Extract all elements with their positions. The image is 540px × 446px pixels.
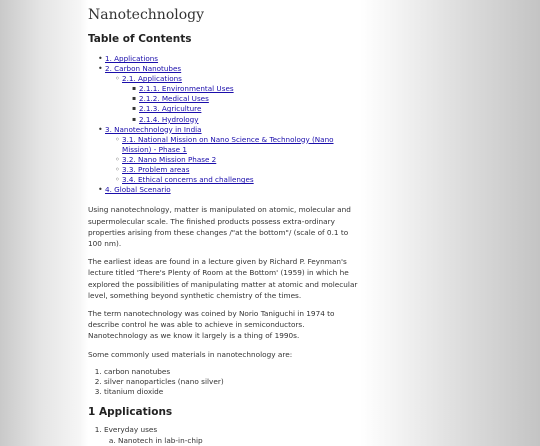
list-item: a. Nanotech in lab-in-chip <box>118 436 360 446</box>
toc-link-nanotech-india[interactable]: 3. Nanotechnology in India <box>105 124 202 134</box>
toc-link-nano-mission-phase-1[interactable]: 3.1. National Mission on Nano Science & Technology (Nano Mission) - Phase 1 <box>122 134 334 154</box>
article <box>88 0 360 446</box>
uses-item-label: Everyday uses <box>104 425 158 435</box>
toc-item <box>98 185 360 195</box>
toc-heading: Table of Contents <box>88 33 192 45</box>
materials-intro: Some commonly used materials in nanotechnology are: <box>88 349 293 359</box>
section-heading-applications: 1 Applications <box>88 406 173 419</box>
uses-list <box>88 425 360 445</box>
toc-item <box>115 155 360 165</box>
toc-item <box>98 54 360 64</box>
toc-item <box>115 74 360 124</box>
toc-item <box>132 115 360 125</box>
toc-link-cnt-applications[interactable]: 2.1. Applications <box>122 74 182 84</box>
toc-item <box>115 135 360 155</box>
toc-item <box>132 84 360 94</box>
materials-list <box>88 367 360 398</box>
toc-link-global-scenario[interactable]: 4. Global Scenario <box>105 185 171 195</box>
toc-link-environmental-uses[interactable]: 2.1.1. Environmental Uses <box>139 84 234 94</box>
toc-link-nano-mission-phase-2[interactable]: 3.2. Nano Mission Phase 2 <box>122 154 217 164</box>
toc-link-problem-areas[interactable]: 3.3. Problem areas <box>122 165 190 175</box>
toc-item <box>98 125 360 186</box>
list-item: 2. silver nanoparticles (nano silver) <box>104 377 360 387</box>
toc-link-applications[interactable]: 1. Applications <box>105 54 159 63</box>
toc-link-medical-uses[interactable]: 2.1.2. Medical Uses <box>139 94 209 104</box>
intro-paragraph: Using nanotechnology, matter is manipulated on atomic, molecular and supermolecular scale. The finished products possess extra-ordinary properties arising from these changes /"at the bottom"/ (scale of 0.1 to 100 nm). <box>88 205 351 248</box>
toc-item <box>132 94 360 104</box>
toc-item <box>115 165 360 175</box>
toc-item <box>132 104 360 114</box>
toc-link-ethical-concerns[interactable]: 3.4. Ethical concerns and challenges <box>122 175 254 185</box>
list-item: 3. titanium dioxide <box>104 387 360 397</box>
list-item <box>104 425 360 445</box>
feynman-paragraph: The earliest ideas are found in a lecture given by Richard P. Feynman's lecture titled 'There's Plenty of Room at the Bottom' (1959) in which he explored the possibilities of manipulating matter at atomic and molecular level, something beyond synthetic chemistry of the times. <box>88 257 358 300</box>
taniguchi-paragraph: The term nanotechnology was coined by Norio Taniguchi in 1974 to describe control he was able to achieve in semiconductors. Nanotechnology as we know it largely is a thing of 1990s. <box>88 308 335 341</box>
site-title: Nanotechnology <box>88 7 205 23</box>
toc-link-agriculture[interactable]: 2.1.3. Agriculture <box>139 104 202 114</box>
table-of-contents <box>88 54 360 195</box>
toc-link-hydrology[interactable]: 2.1.4. Hydrology <box>139 114 199 124</box>
toc-item <box>98 64 360 125</box>
toc-item <box>115 175 360 185</box>
toc-link-carbon-nanotubes[interactable]: 2. Carbon Nanotubes <box>105 64 182 74</box>
list-item: 1. carbon nanotubes <box>104 367 360 377</box>
